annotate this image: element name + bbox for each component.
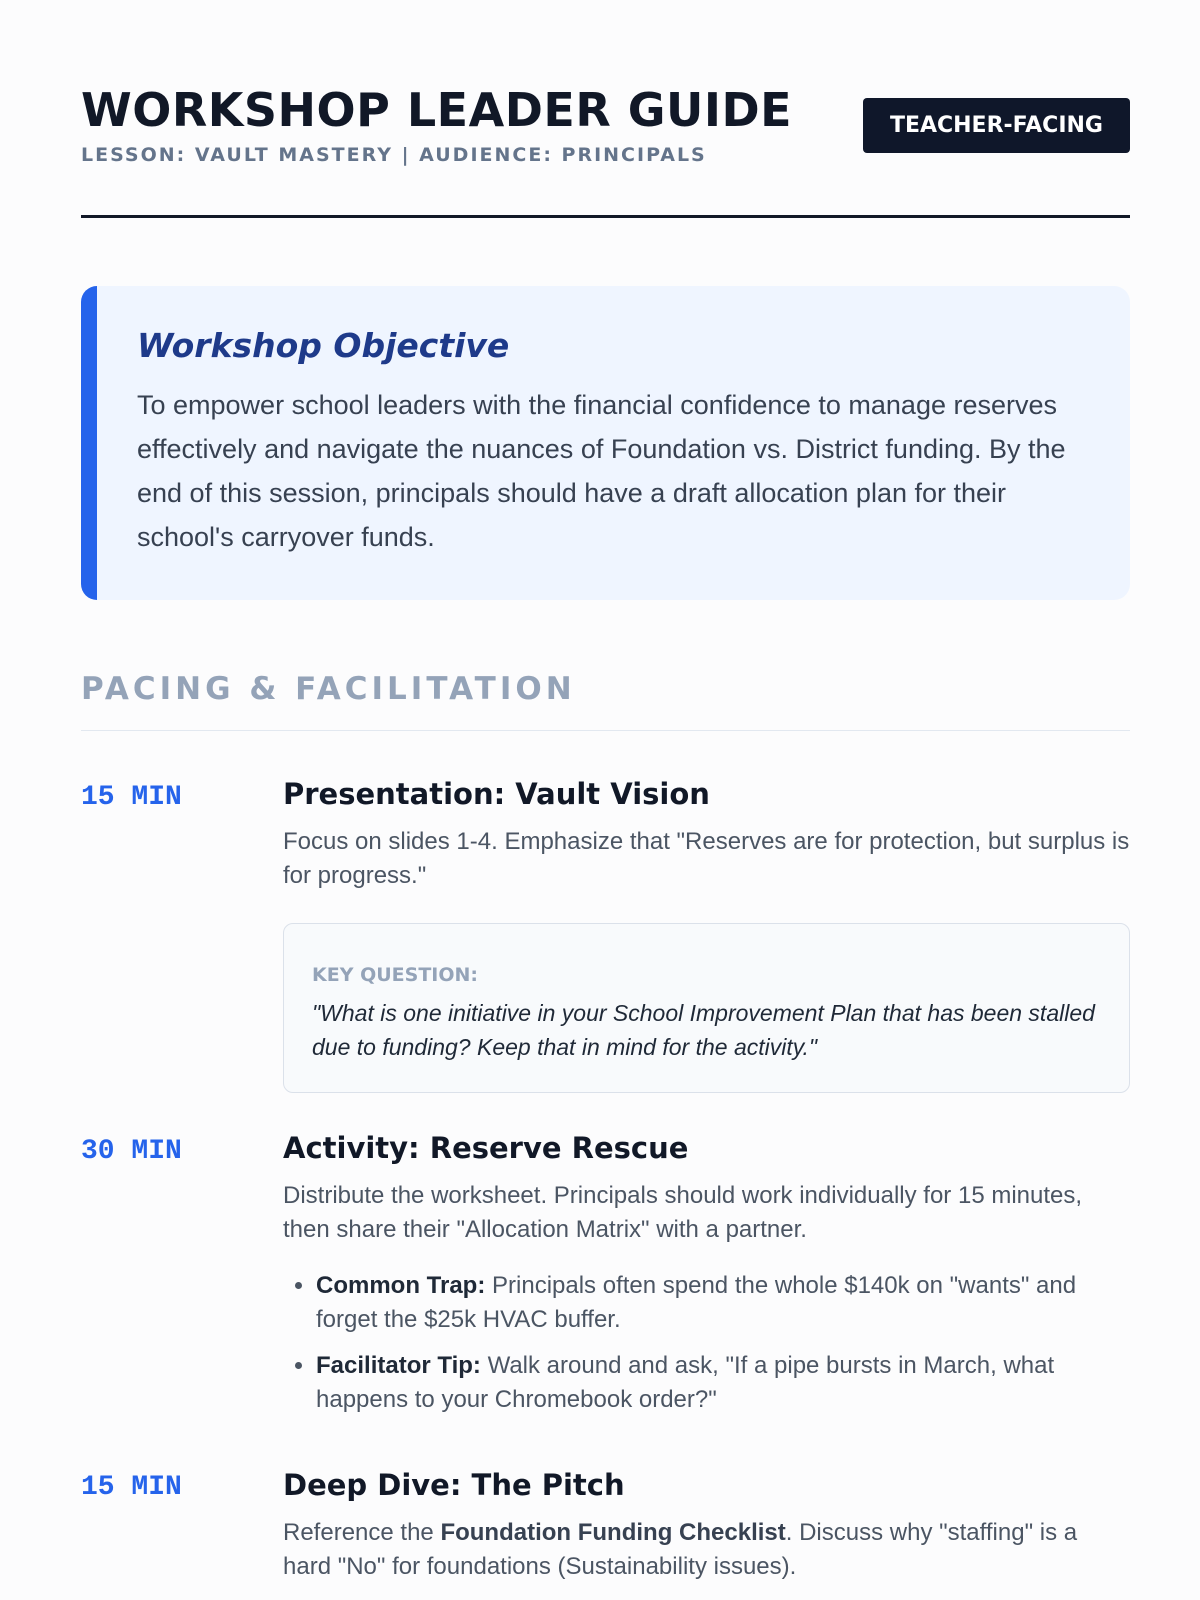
pacing-time: 30 MIN [81,1136,182,1167]
description-text: Reference the [283,1519,441,1546]
pacing-time: 15 MIN [81,782,182,813]
pacing-item [283,1131,1130,1429]
section-divider [81,730,1130,731]
objective-callout [81,286,1130,600]
key-question-text: "What is one initiative in your School Improvement Plan that has been stalled due to funding? Keep that in mind for the activity." [312,1000,1095,1060]
key-question-label: KEY QUESTION: [312,964,478,986]
header-divider [81,215,1130,218]
list-item [316,1349,1130,1417]
objective-title: Workshop Objective [137,326,510,365]
pacing-item-title: Activity: Reserve Rescue [283,1131,689,1165]
tip-text: Principals often spend the whole $140k on "wants" and forget the $25k HVAC buffer. [316,1272,1077,1333]
pacing-item-description [283,1516,1130,1584]
pacing-item-title: Presentation: Vault Vision [283,777,710,811]
list-item [316,1269,1130,1337]
objective-text: To empower school leaders with the financial confidence to manage reserves effectively and navigate the nuances of Foundation vs. District funding. By the end of this session, principals should have a draft allocation plan for their school's carryover funds. [137,390,1066,552]
pacing-item [283,777,1130,1093]
pacing-item-title: Deep Dive: The Pitch [283,1468,625,1502]
tip-label: Facilitator Tip: [316,1352,481,1379]
tips-list [283,1269,1130,1417]
audience-badge: TEACHER-FACING [863,98,1130,153]
tip-label: Common Trap: [316,1272,486,1299]
pacing-item-description: Distribute the worksheet. Principals should work individually for 15 minutes, then share their "Allocation Matrix" with a partner. [283,1182,1083,1243]
page-subtitle: LESSON: VAULT MASTERY | AUDIENCE: PRINCIPALS [81,144,707,166]
key-question-box [283,923,1130,1093]
pacing-item-description: Focus on slides 1-4. Emphasize that "Reserves are for protection, but surplus is for progress." [283,828,1130,889]
pacing-item [283,1468,1130,1584]
page-header [81,82,1130,166]
section-title: PACING & FACILITATION [81,671,576,707]
tip-text: Walk around and ask, "If a pipe bursts in March, what happens to your Chromebook order?" [316,1352,1055,1413]
checklist-reference: Foundation Funding Checklist [440,1519,786,1546]
description-text: . Discuss why "staffing" is a hard "No" for foundations (Sustainability issues). [283,1519,1078,1580]
pacing-time: 15 MIN [81,1472,182,1503]
page-title: WORKSHOP LEADER GUIDE [81,83,793,137]
